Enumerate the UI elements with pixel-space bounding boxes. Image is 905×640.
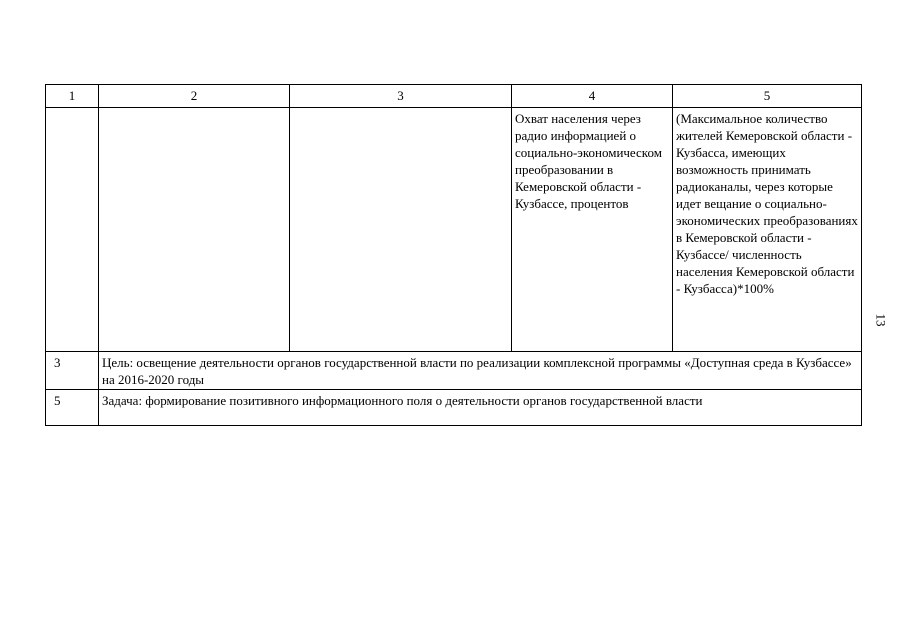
- task-text-cell: Задача: формирование позитивного информационного поля о деятельности органов государственной власти: [99, 390, 862, 426]
- table-header-row: [46, 85, 862, 108]
- goal-text-cell: Цель: освещение деятельности органов государственной власти по реализации комплексной программы «Доступная среда в Кузбассе» на 2016-2020 годы: [99, 352, 862, 390]
- table-row: [46, 108, 862, 352]
- header-col-5: 5: [673, 85, 862, 108]
- header-col-1: 1: [46, 85, 99, 108]
- indicator-formula-cell: (Максимальное количество жителей Кемеровской области - Кузбасса, имеющих возможность принимать радиоканалы, через которые идет вещание о социально-экономических преобразованиях в Кемеровской области - Кузбассе/ численность населения Кемеровской области - Кузбасса)*100%: [673, 108, 862, 352]
- page-number: 13: [873, 313, 889, 327]
- task-number-cell: 5: [46, 390, 99, 426]
- header-col-2: 2: [99, 85, 290, 108]
- indicator-cell-1: [46, 108, 99, 352]
- table-row: [46, 390, 862, 426]
- table-row: [46, 352, 862, 390]
- indicator-table: [45, 84, 862, 426]
- header-col-3: 3: [290, 85, 512, 108]
- indicator-cell-2: [99, 108, 290, 352]
- header-col-4: 4: [512, 85, 673, 108]
- indicator-name-cell: Охват населения через радио информацией о социально-экономическом преобразовании в Кемеровской области - Кузбассе, процентов: [512, 108, 673, 352]
- indicator-cell-3: [290, 108, 512, 352]
- goal-number-cell: 3: [46, 352, 99, 390]
